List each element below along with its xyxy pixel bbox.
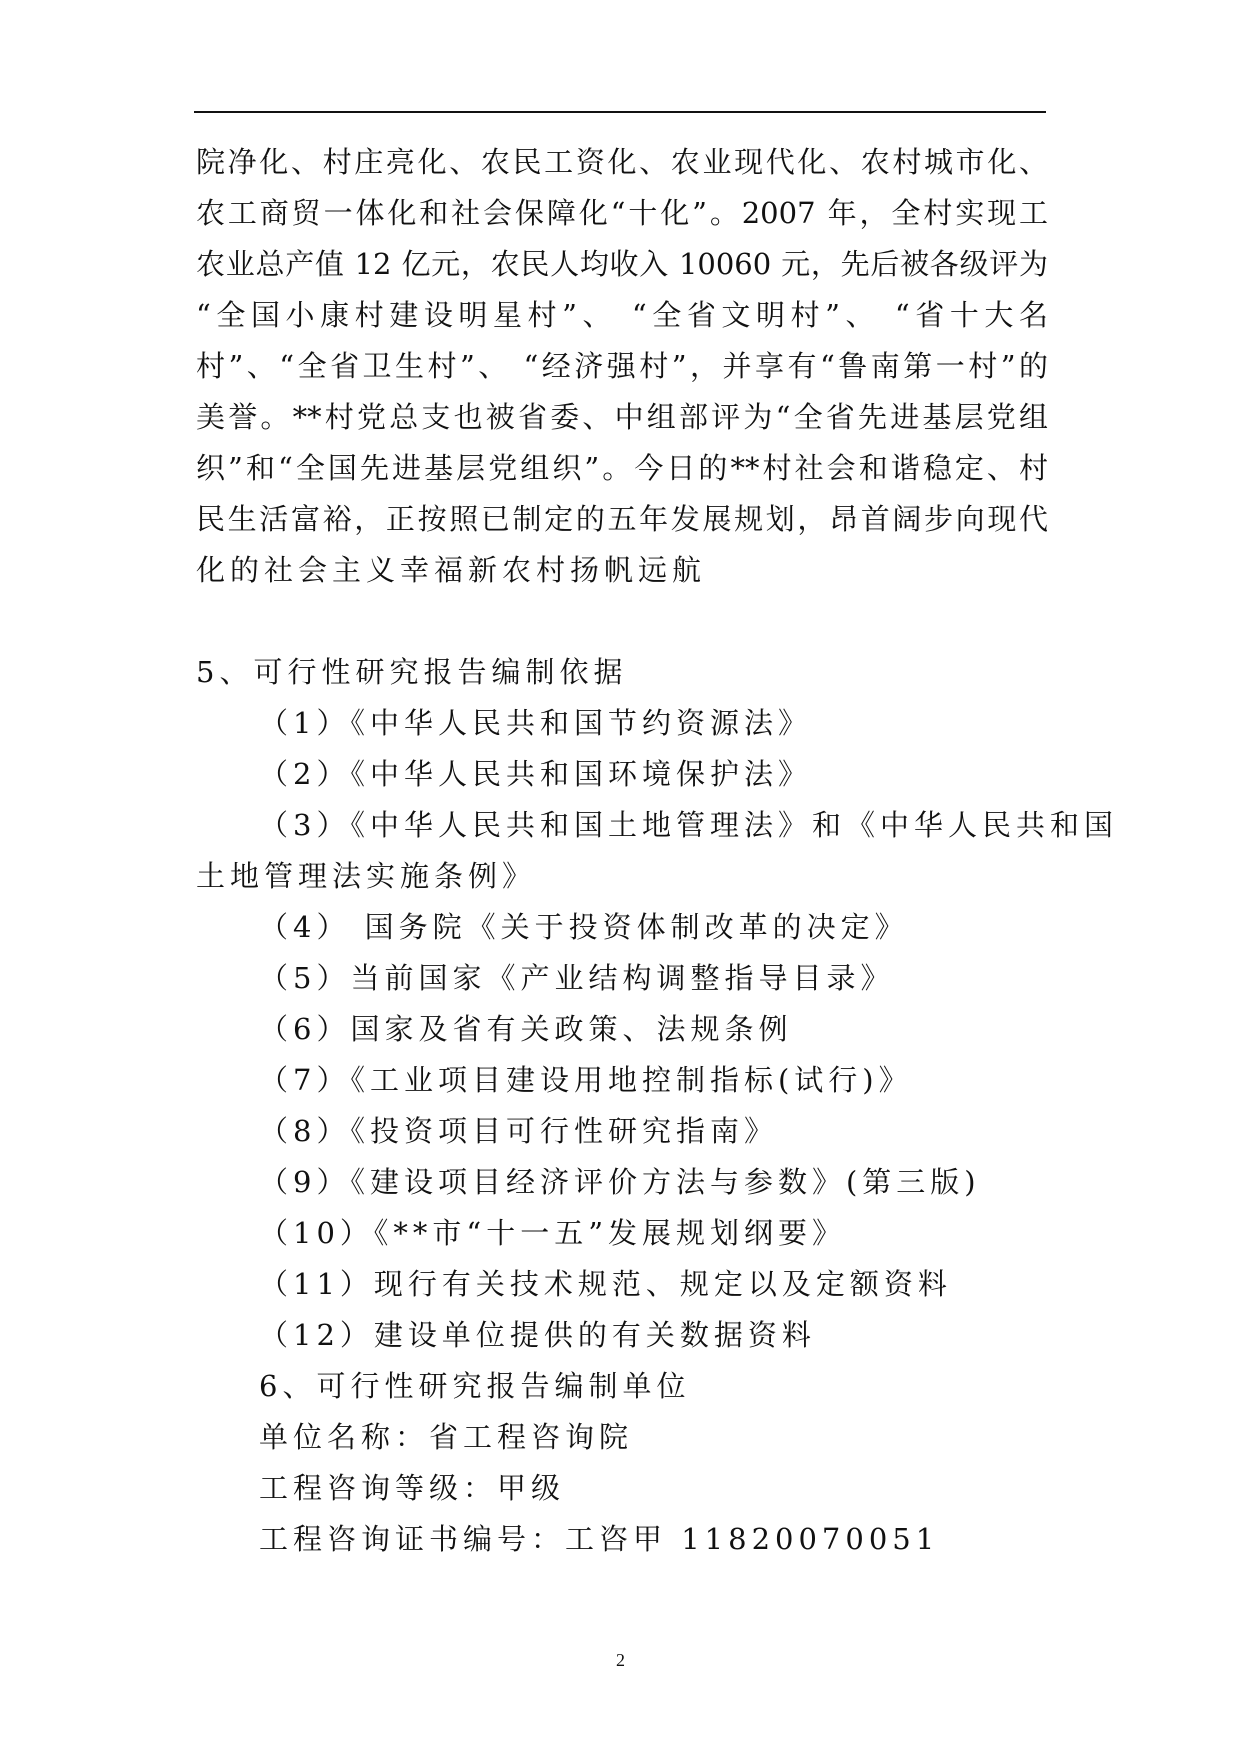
basis-item: （5）当前国家《产业结构调整指导目录》 [259, 961, 895, 995]
basis-item: （10）《**市“十一五”发展规划纲要》 [259, 1216, 847, 1250]
basis-item: （12）建设单位提供的有关数据资料 [259, 1318, 816, 1352]
basis-item: （11）现行有关技术规范、规定以及定额资料 [259, 1267, 952, 1301]
basis-item: （1）《中华人民共和国节约资源法》 [259, 706, 812, 740]
paragraph-line: 农工商贸一体化和社会保障化“十化”。2007 年，全村实现工 [196, 196, 1048, 230]
basis-item: （3）《中华人民共和国土地管理法》和《中华人民共和国 [259, 808, 1118, 842]
consulting-grade: 工程咨询等级：甲级 [259, 1471, 566, 1505]
paragraph-line: 民生活富裕，正按照已制定的五年发展规划，昂首阔步向现代 [196, 502, 1048, 536]
section-6 [196, 1361, 1048, 1565]
page-number: 2 [616, 1650, 625, 1670]
basis-item: （6）国家及省有关政策、法规条例 [259, 1012, 793, 1046]
intro-paragraph [196, 137, 1048, 596]
paragraph-line: 化的社会主义幸福新农村扬帆远航 [196, 553, 707, 587]
paragraph-line: 织”和“全国先进基层党组织”。今日的**村社会和谐稳定、村 [196, 451, 1048, 485]
paragraph-line: 院净化、村庄亮化、农民工资化、农业现代化、农村城市化、 [196, 145, 1048, 179]
section-5 [196, 647, 1118, 1361]
basis-item-continuation: 土地管理法实施条例》 [196, 859, 537, 893]
page-body [196, 137, 1118, 1565]
paragraph-line: 村”、“全省卫生村”、 “经济强村”，并享有“鲁南第一村”的 [196, 349, 1048, 383]
basis-item: （8）《投资项目可行性研究指南》 [259, 1114, 778, 1148]
paragraph-line: “全国小康村建设明星村”、 “全省文明村”、 “省十大名 [196, 298, 1048, 332]
blank-line [196, 596, 1048, 647]
paragraph-line: 农业总产值 12 亿元，农民人均收入 10060 元，先后被各级评为 [196, 247, 1048, 281]
basis-item: （2）《中华人民共和国环境保护法》 [259, 757, 812, 791]
unit-name: 单位名称：省工程咨询院 [259, 1420, 634, 1454]
basis-item: （4） 国务院《关于投资体制改革的决定》 [259, 910, 909, 944]
paragraph-line: 美誉。**村党总支也被省委、中组部评为“全省先进基层党组 [196, 400, 1048, 434]
section-5-heading: 5、可行性研究报告编制依据 [196, 655, 628, 689]
basis-item: （9）《建设项目经济评价方法与参数》(第三版) [259, 1165, 981, 1199]
section-6-heading: 6、可行性研究报告编制单位 [259, 1369, 691, 1403]
certificate-number: 工程咨询证书编号：工咨甲 11820070051 [259, 1522, 940, 1556]
basis-item: （7）《工业项目建设用地控制指标(试行)》 [259, 1063, 913, 1097]
header-rule [194, 111, 1046, 113]
